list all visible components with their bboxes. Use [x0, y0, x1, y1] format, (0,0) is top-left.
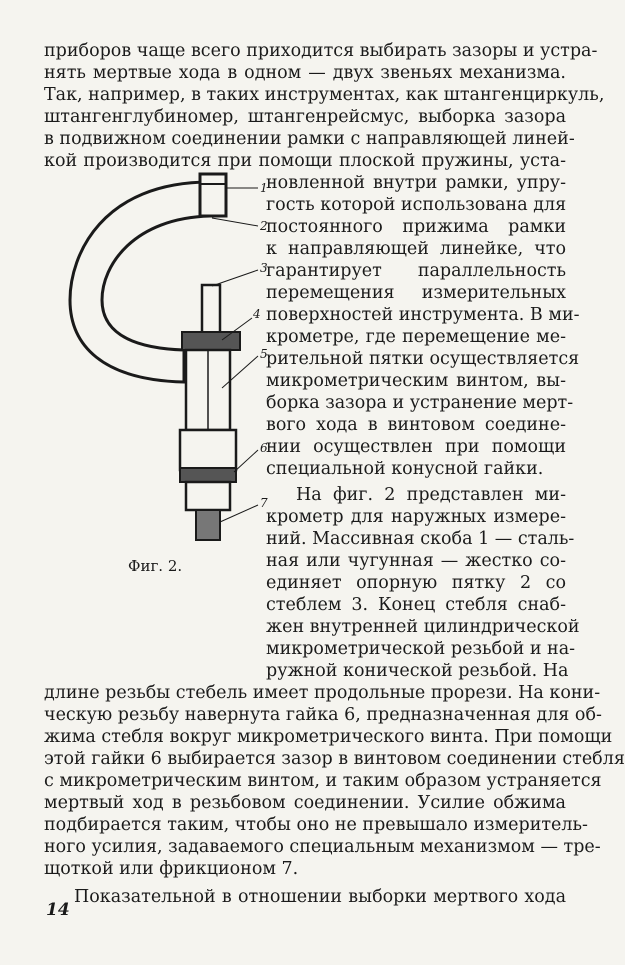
text-line: ружной конической резьбой. На: [266, 661, 569, 681]
text-line: постоянного прижима рамки: [266, 217, 566, 237]
callout-number: 7: [260, 496, 268, 510]
lower-thimble: [186, 482, 230, 510]
text-line: подбирается таким, чтобы оно не превышало измеритель-: [44, 815, 588, 835]
text-line: перемещения измерительных: [266, 283, 566, 303]
text-line: кой производится при помощи плоской пружины, уста-: [44, 151, 566, 171]
text-line: мертвый ход в резьбовом соединении. Усилие обжима: [44, 793, 566, 813]
callout-number: 1: [260, 181, 268, 195]
text-line: с микрометрическим винтом, и таким образом устраняется: [44, 771, 602, 791]
text-line: поверхностей инструмента. В ми-: [266, 305, 580, 325]
text-line: крометре, где перемещение ме-: [266, 327, 566, 347]
text-line: гарантирует параллельность: [266, 261, 566, 281]
text-line: специальной конусной гайки.: [266, 459, 544, 479]
text-line: крометр для наружных измере-: [266, 507, 566, 527]
text-line: нии осуществлен при помощи: [266, 437, 566, 457]
thimble: [180, 430, 236, 470]
text-line: этой гайки 6 выбирается зазор в винтовом соединении стебля: [44, 749, 625, 769]
text-line: длине резьбы стебель имеет продольные прорези. На кони-: [44, 683, 601, 703]
text-line: в подвижном соединении рамки с направляющей линей-: [44, 129, 575, 149]
text-line: ческую резьбу навернута гайка 6, предназначенная для об-: [44, 705, 602, 725]
text-line: гость которой использована для: [266, 195, 567, 215]
text-line: Так, например, в таких инструментах, как штангенциркуль,: [44, 85, 605, 105]
text-line: жен внутренней цилиндрической: [266, 617, 580, 637]
text-line: ная или чугунная — жестко со-: [266, 551, 566, 571]
text-line: вого хода в винтовом соедине-: [266, 415, 566, 435]
text-line: жима стебля вокруг микрометрического винта. При помощи: [44, 727, 613, 747]
text-line: стеблем 3. Конец стебля снаб-: [266, 595, 566, 615]
text-line: ного усилия, задаваемого специальным механизмом — тре-: [44, 837, 601, 857]
lock-ring: [182, 332, 240, 350]
text-line: приборов чаще всего приходится выбирать зазоры и устра-: [44, 41, 598, 61]
text-line: штангенглубиномер, штангенрейсмус, выборка зазора: [44, 107, 566, 127]
micrometer-figure: [62, 160, 272, 555]
text-line: щоткой или фрикционом 7.: [44, 859, 299, 879]
text-line: Показательной в отношении выборки мертвого хода: [74, 887, 566, 907]
ratchet: [196, 510, 220, 540]
callout-number: 5: [260, 347, 268, 361]
text-line: микрометрической резьбой и на-: [266, 639, 576, 659]
figure-caption: Фиг. 2.: [128, 557, 183, 575]
text-line: борка зазора и устранение мерт-: [266, 393, 574, 413]
text-line: новленной внутри рамки, упру-: [266, 173, 566, 193]
text-line: единяет опорную пятку 2 со: [266, 573, 566, 593]
text-line: к направляющей линейке, что: [266, 239, 566, 259]
text-line: микрометрическим винтом, вы-: [266, 371, 566, 391]
callout-number: 4: [253, 307, 261, 321]
callout-number: 6: [260, 441, 268, 455]
page-number: 14: [46, 900, 70, 920]
text-line: рительной пятки осуществляется: [266, 349, 580, 369]
text-line: нять мертвые хода в одном — двух звеньях механизма.: [44, 63, 566, 83]
anvil: [200, 174, 226, 216]
nut: [180, 468, 236, 482]
text-line: ний. Массивная скоба 1 — сталь-: [266, 529, 575, 549]
callout-number: 2: [260, 219, 268, 233]
callout-number: 3: [260, 261, 268, 275]
text-line: На фиг. 2 представлен ми-: [296, 485, 566, 505]
